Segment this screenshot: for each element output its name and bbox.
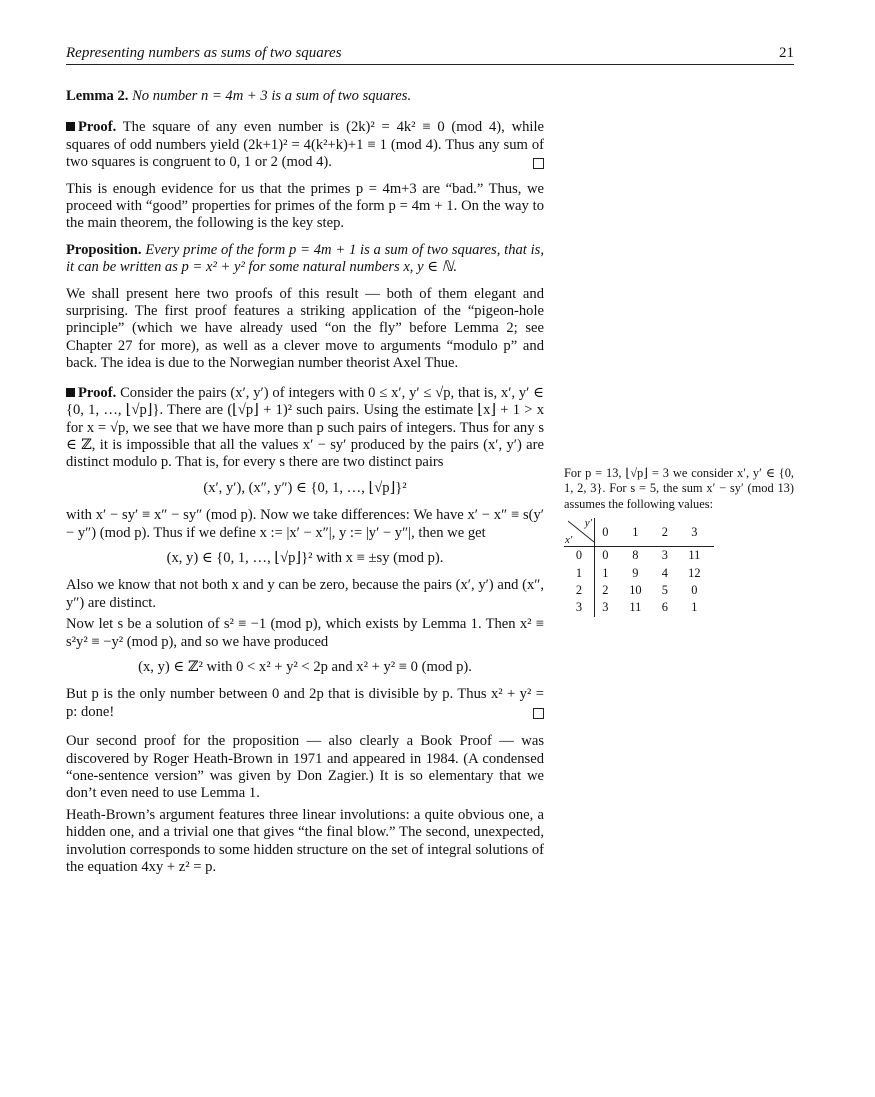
paragraph-solution-s: Now let s be a solution of s² ≡ −1 (mod p), which exists by Lemma 1. Then x² ≡ s²y² ≡ −y² (mod p), and so we have produced bbox=[66, 616, 544, 650]
main-text-column bbox=[66, 88, 544, 885]
table-row bbox=[564, 565, 714, 582]
display-equation-3: (x, y) ∈ ℤ² with 0 < x² + y² < 2p and x² + y² ≡ 0 (mod p). bbox=[138, 658, 472, 675]
row-header: 2 bbox=[564, 582, 595, 599]
column-header: 1 bbox=[616, 518, 655, 547]
proof-text: Consider the pairs (x′, y′) of integers with 0 ≤ x′, y′ ≤ √p, that is, x′, y′ ∈ {0, 1, …, ⌊√p⌋}. There are (⌊√p⌋ + 1)² such pairs. Using the estimate ⌊x⌋ + 1 > x for x = √p, we see that we have more than p such pairs of integers. Thus for any s ∈ ℤ, it is impossible that all the values x′ − sy′ produced by the pairs (x′, y′) are distinct modulo p. That is, for every s there are two distinct pairs bbox=[66, 384, 544, 471]
paragraph-two-proofs: We shall present here two proofs of this result — both of them elegant and surprising. The first proof features a striking application of the “pigeon-hole principle” (which we have already used “on the fly” before Lemma 2; see Chapter 27 for more), as well as a clever move to arguments “modulo p” and back. The idea is due to the Norwegian number theorist Axel Thue. bbox=[66, 285, 544, 372]
page-number: 21 bbox=[779, 45, 794, 61]
proof-label: Proof. bbox=[78, 119, 117, 136]
proof-text: The square of any even number is (2k)² = 4k² ≡ 0 (mod 4), while squares of odd numbers yield (2k+1)² = 4(k²+k)+1 ≡ 1 (mod 4). Thus any sum of two squares is congruent to 0, 1 or 2 (mod 4). bbox=[66, 119, 544, 171]
paragraph-not-both-zero: Also we know that not both x and y can be zero, because the pairs (x′, y′) and (x″, y″) are distinct. bbox=[66, 577, 544, 611]
table-row bbox=[564, 547, 714, 565]
column-header: 2 bbox=[655, 518, 675, 547]
table-corner bbox=[564, 518, 595, 547]
display-equation-1: (x′, y′), (x″, y″) ∈ {0, 1, …, ⌊√p⌋}² bbox=[203, 479, 407, 496]
row-axis-label: x′ bbox=[565, 533, 573, 546]
qed-square-icon bbox=[533, 158, 544, 169]
paragraph-done bbox=[66, 686, 544, 721]
margin-note-text: For p = 13, ⌊√p⌋ = 3 we consider x′, y′ ∈ {0, 1, 2, 3}. For s = 5, the sum x′ − sy′ (mod 13) assumes the following values: bbox=[564, 466, 794, 511]
column-header: 0 bbox=[595, 518, 616, 547]
table-cell: 10 bbox=[629, 583, 642, 598]
done-text: But p is the only number between 0 and 2p that is divisible by p. Thus x² + y² = p: done! bbox=[66, 686, 544, 720]
row-header: 3 bbox=[564, 599, 595, 616]
display-equation-2: (x, y) ∈ {0, 1, …, ⌊√p⌋}² with x ≡ ±sy (mod p). bbox=[166, 549, 444, 566]
proof-proposition bbox=[66, 385, 544, 472]
row-header: 1 bbox=[564, 565, 595, 582]
paragraph-second-proof: Our second proof for the proposition — also clearly a Book Proof — was discovered by Roger Heath-Brown in 1971 and appeared in 1984. (A condensed “one-sentence version” was given by Don Zagier.) It is so elementary that we don’t even need to use Lemma 1. bbox=[66, 733, 544, 802]
table-cell: 12 bbox=[688, 565, 701, 580]
table-cell: 2 bbox=[602, 583, 609, 598]
residue-table bbox=[564, 518, 714, 617]
table-cell: 3 bbox=[661, 548, 668, 563]
paragraph-bad-primes: This is enough evidence for us that the primes p = 4m+3 are “bad.” Thus, we proceed with “good” properties for primes of the form p = 4m + 1. On the way to the main theorem, the following is the key step. bbox=[66, 180, 544, 232]
row-header: 0 bbox=[564, 547, 595, 565]
table-cell: 1 bbox=[691, 600, 698, 615]
table-cell: 0 bbox=[691, 583, 698, 598]
column-header: 3 bbox=[675, 518, 714, 547]
column-axis-label: y′ bbox=[584, 517, 592, 530]
running-title: Representing numbers as sums of two squares bbox=[66, 45, 342, 61]
table-cell: 3 bbox=[602, 600, 609, 615]
table-cell: 5 bbox=[661, 583, 668, 598]
proposition-label: Proposition. bbox=[66, 241, 142, 258]
running-header bbox=[66, 44, 794, 65]
table-cell: 8 bbox=[632, 548, 639, 563]
proof-start-square-icon bbox=[66, 122, 75, 131]
proof-label: Proof. bbox=[78, 384, 117, 401]
table-cell: 1 bbox=[602, 565, 609, 580]
table-row bbox=[564, 582, 714, 599]
qed-square-icon bbox=[533, 708, 544, 719]
lemma-statement: No number n = 4m + 3 is a sum of two squares. bbox=[132, 88, 412, 104]
proof-start-square-icon bbox=[66, 388, 75, 397]
proof-lemma-2 bbox=[66, 119, 544, 171]
table-cell: 11 bbox=[629, 600, 642, 615]
table-cell: 9 bbox=[632, 565, 639, 580]
paragraph-differences: with x′ − sy′ ≡ x″ − sy″ (mod p). Now we take differences: We have x′ − x″ ≡ s(y′ − y″) (mod p). Thus if we define x := |x′ − x″|, y := |y′ − y″|, then we get bbox=[66, 507, 544, 541]
table-cell: 11 bbox=[688, 548, 701, 563]
lemma-2 bbox=[66, 88, 544, 105]
table-cell: 4 bbox=[661, 565, 668, 580]
lemma-label: Lemma 2. bbox=[66, 88, 129, 104]
margin-note bbox=[564, 466, 794, 617]
proposition bbox=[66, 242, 544, 277]
table-cell: 0 bbox=[602, 548, 609, 563]
paragraph-heath-brown: Heath-Brown’s argument features three linear involutions: a quite obvious one, a hidden one, and a trivial one that gives “the final blow.” The second, unexpected, involution corresponds to some hidden structure on the set of integral solutions of the equation 4xy + z² = p. bbox=[66, 806, 544, 876]
table-cell: 6 bbox=[661, 600, 668, 615]
proposition-statement: Every prime of the form p = 4m + 1 is a sum of two squares, that is, it can be written as p = x² + y² for some natural numbers x, y ∈ ℕ. bbox=[66, 241, 544, 276]
table-row bbox=[564, 599, 714, 616]
table-header-row bbox=[564, 518, 714, 547]
